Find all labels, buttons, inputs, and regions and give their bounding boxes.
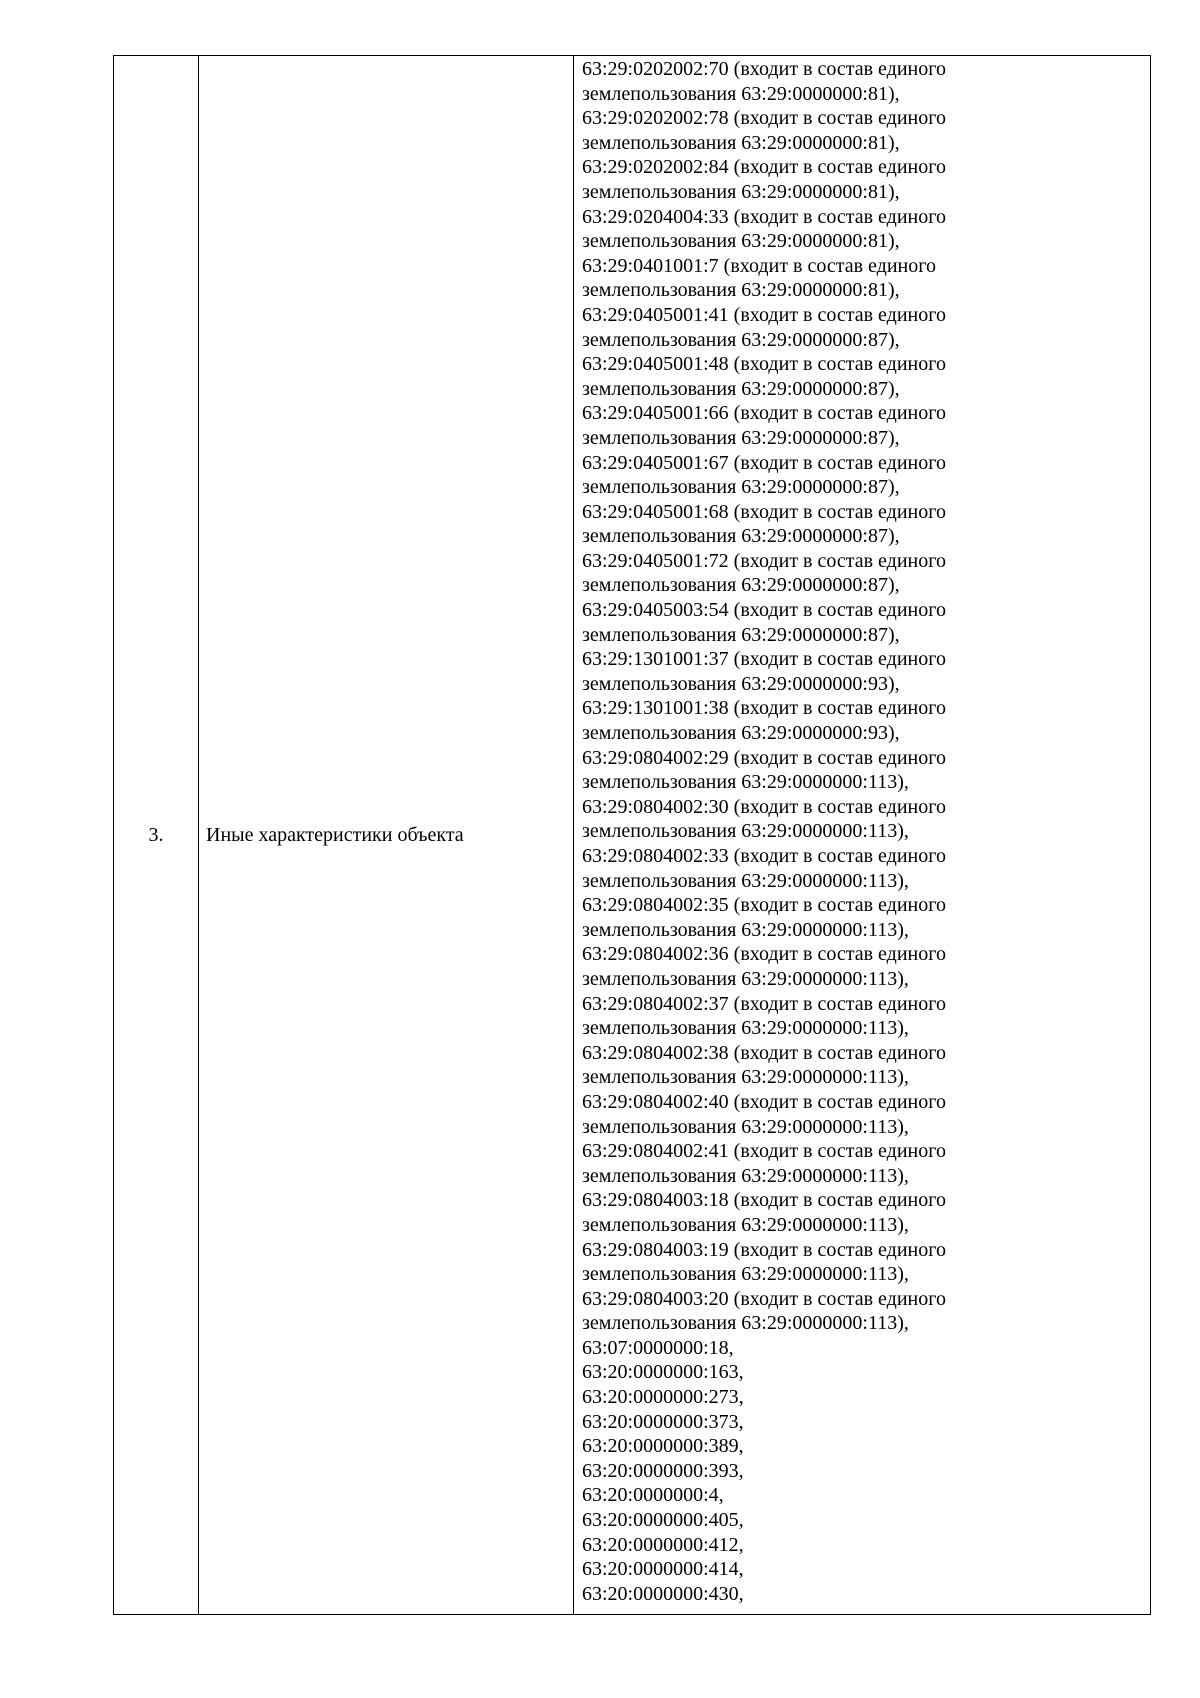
cadastral-line: 63:29:0202002:70 (входит в состав единого [582, 58, 946, 80]
cadastral-line: 63:29:0405001:41 (входит в состав единого [582, 303, 946, 326]
cadastral-line: 63:29:0405001:66 (входит в состав единого [582, 402, 946, 425]
cadastral-line: 63:29:0804002:35 (входит в состав единого [582, 894, 946, 917]
cadastral-line: землепользования 63:29:0000000:87), [582, 426, 900, 449]
cadastral-line: 63:29:0405001:67 (входит в состав единого [582, 451, 946, 474]
cadastral-line: 63:29:0804003:19 (входит в состав единого [582, 1238, 946, 1261]
row-number: 3. [114, 56, 199, 1615]
cadastral-line: 63:29:0405001:72 (входит в состав единого [582, 549, 946, 572]
cadastral-line: 63:20:0000000:430, [582, 1582, 744, 1605]
cadastral-line: 63:29:0204004:33 (входит в состав единого [582, 205, 946, 228]
cadastral-line: землепользования 63:29:0000000:81), [582, 82, 900, 105]
cadastral-line: землепользования 63:29:0000000:87), [582, 476, 900, 499]
cadastral-line: землепользования 63:29:0000000:113), [582, 1263, 909, 1286]
cadastral-line: землепользования 63:29:0000000:87), [582, 328, 900, 351]
cadastral-line: землепользования 63:29:0000000:87), [582, 525, 900, 548]
cadastral-line: землепользования 63:29:0000000:87), [582, 623, 900, 646]
cadastral-line: землепользования 63:29:0000000:113), [582, 1017, 909, 1040]
characteristics-table [113, 55, 1151, 1615]
cadastral-line: землепользования 63:29:0000000:113), [582, 1312, 909, 1335]
cadastral-line: землепользования 63:29:0000000:81), [582, 180, 900, 203]
cadastral-line: 63:29:0804003:20 (входит в состав единого [582, 1287, 946, 1310]
cadastral-line: 63:29:0405001:48 (входит в состав единого [582, 353, 946, 376]
cadastral-line: 63:20:0000000:405, [582, 1509, 744, 1532]
cadastral-line: 63:29:0804002:29 (входит в состав единого [582, 746, 946, 769]
cadastral-line: землепользования 63:29:0000000:113), [582, 869, 909, 892]
cadastral-line: землепользования 63:29:0000000:113), [582, 820, 909, 843]
cadastral-numbers-cell [574, 56, 1151, 1615]
cadastral-line: 63:29:0804002:33 (входит в состав единого [582, 845, 946, 867]
cadastral-line: 63:29:1301001:38 (входит в состав единого [582, 697, 946, 720]
cadastral-line: землепользования 63:29:0000000:87), [582, 377, 900, 400]
cadastral-line: 63:20:0000000:414, [582, 1558, 744, 1581]
cadastral-line: землепользования 63:29:0000000:113), [582, 771, 909, 794]
table-row [114, 56, 1151, 1615]
cadastral-line: 63:29:0804002:30 (входит в состав единого [582, 795, 946, 818]
cadastral-line: землепользования 63:29:0000000:113), [582, 1213, 909, 1236]
cadastral-line: землепользования 63:29:0000000:81), [582, 230, 900, 253]
cadastral-line: 63:29:0401001:7 (входит в состав единого [582, 254, 936, 277]
cadastral-line: землепользования 63:29:0000000:81), [582, 279, 900, 302]
cadastral-line: землепользования 63:29:0000000:113), [582, 1115, 909, 1138]
cadastral-line: 63:20:0000000:393, [582, 1459, 744, 1482]
cadastral-line: землепользования 63:29:0000000:81), [582, 131, 900, 154]
cadastral-line: 63:29:0405003:54 (входит в состав единого [582, 599, 946, 622]
cadastral-line: 63:29:0804002:41 (входит в состав единого [582, 1140, 946, 1163]
cadastral-line: 63:29:0804002:40 (входит в состав единого [582, 1090, 946, 1113]
cadastral-line: 63:20:0000000:373, [582, 1410, 744, 1433]
row-label: Иные характеристики объекта [199, 56, 574, 1615]
cadastral-line: землепользования 63:29:0000000:93), [582, 672, 900, 695]
cadastral-line: 63:20:0000000:412, [582, 1533, 744, 1556]
cadastral-line: 63:29:1301001:37 (входит в состав единого [582, 648, 946, 671]
cadastral-line: 63:20:0000000:273, [582, 1386, 744, 1409]
cadastral-line: землепользования 63:29:0000000:113), [582, 967, 909, 990]
cadastral-line: 63:20:0000000:163, [582, 1361, 744, 1384]
cadastral-line: 63:29:0202002:84 (входит в состав единого [582, 156, 946, 179]
cadastral-line: 63:20:0000000:4, [582, 1484, 724, 1507]
cadastral-line: 63:29:0804003:18 (входит в состав единого [582, 1189, 946, 1212]
cadastral-line: землепользования 63:29:0000000:87), [582, 574, 900, 597]
cadastral-line: 63:29:0804002:36 (входит в состав единого [582, 943, 946, 966]
cadastral-numbers-list [582, 57, 1150, 1606]
cadastral-line: 63:29:0202002:78 (входит в состав единого [582, 107, 946, 130]
cadastral-line: землепользования 63:29:0000000:113), [582, 918, 909, 941]
cadastral-line: землепользования 63:29:0000000:113), [582, 1164, 909, 1187]
cadastral-line: 63:29:0804002:38 (входит в состав единого [582, 1041, 946, 1064]
cadastral-line: 63:20:0000000:389, [582, 1435, 744, 1458]
cadastral-line: 63:29:0405001:68 (входит в состав единого [582, 500, 946, 523]
cadastral-line: землепользования 63:29:0000000:113), [582, 1066, 909, 1089]
cadastral-line: 63:29:0804002:37 (входит в состав единого [582, 992, 946, 1015]
cadastral-line: землепользования 63:29:0000000:93), [582, 722, 900, 745]
cadastral-line: 63:07:0000000:18, [582, 1336, 734, 1359]
